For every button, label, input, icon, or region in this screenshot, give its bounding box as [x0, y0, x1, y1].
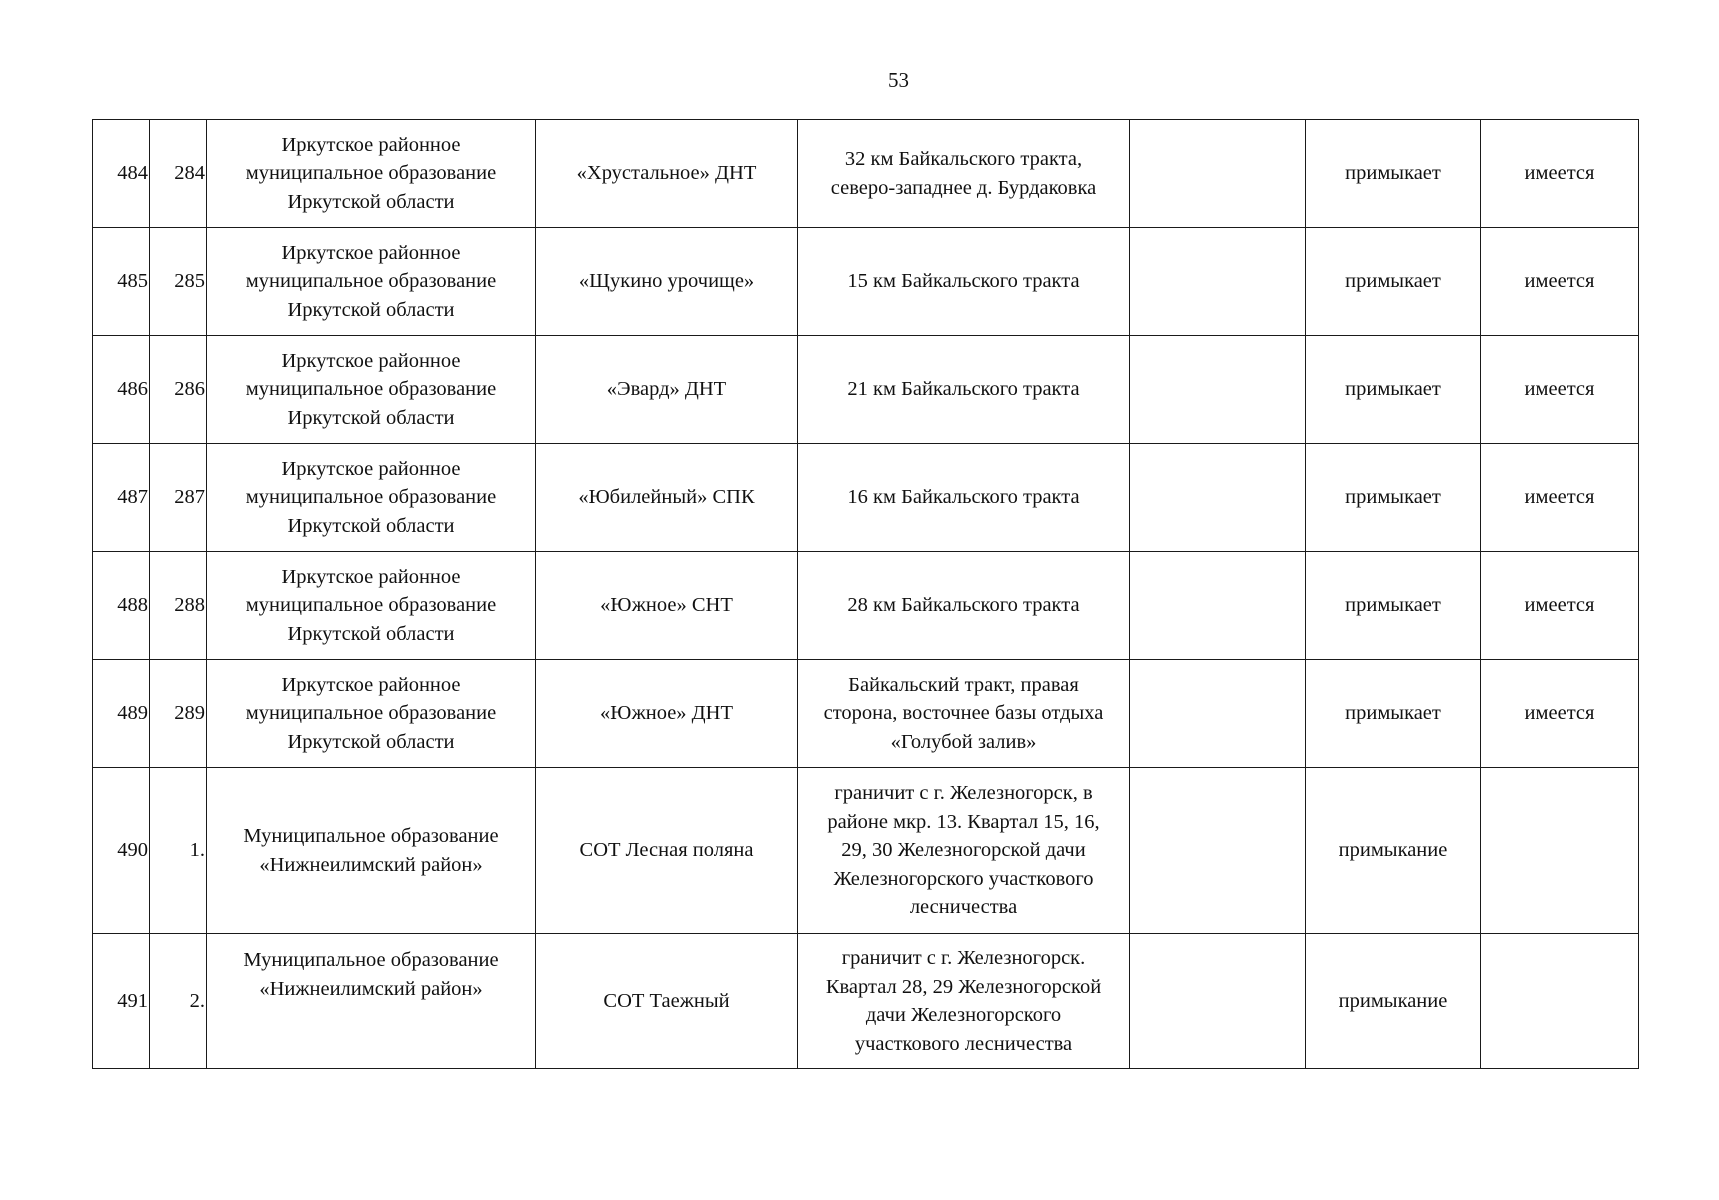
name-cell: «Щукино урочище»: [536, 228, 798, 336]
sub-number-cell: 1.: [150, 768, 207, 934]
location-cell: 15 км Байкальского тракта: [798, 228, 1130, 336]
adjacency-cell: примыкает: [1306, 660, 1481, 768]
availability-cell: имеется: [1481, 120, 1639, 228]
name-cell: «Южное» СНТ: [536, 552, 798, 660]
table-row: [93, 228, 1639, 336]
location-cell: граничит с г. Железногорск, в районе мкр. 13. Квартал 15, 16, 29, 30 Железногорской дачи Железногорского участкового лесничества: [798, 768, 1130, 934]
table-row: [93, 660, 1639, 768]
table-row: [93, 552, 1639, 660]
row-number-cell: 490: [93, 768, 150, 934]
row-number-cell: 487: [93, 444, 150, 552]
location-cell: Байкальский тракт, правая сторона, восточнее базы отдыха «Голубой залив»: [798, 660, 1130, 768]
table-row: [93, 768, 1639, 934]
row-number-cell: 484: [93, 120, 150, 228]
availability-cell: имеется: [1481, 228, 1639, 336]
availability-cell: имеется: [1481, 444, 1639, 552]
municipality-cell: Иркутское районное муниципальное образование Иркутской области: [207, 336, 536, 444]
location-cell: 28 км Байкальского тракта: [798, 552, 1130, 660]
empty-cell: [1130, 120, 1306, 228]
table-row: [93, 444, 1639, 552]
row-number-cell: 486: [93, 336, 150, 444]
empty-cell: [1130, 336, 1306, 444]
name-cell: «Южное» ДНТ: [536, 660, 798, 768]
row-number-cell: 488: [93, 552, 150, 660]
municipality-cell: Муниципальное образование «Нижнеилимский район»: [207, 934, 536, 1069]
location-cell: граничит с г. Железногорск. Квартал 28, 29 Железногорской дачи Железногорского участкового лесничества: [798, 934, 1130, 1069]
municipality-cell: Иркутское районное муниципальное образование Иркутской области: [207, 660, 536, 768]
sub-number-cell: 286: [150, 336, 207, 444]
name-cell: «Хрустальное» ДНТ: [536, 120, 798, 228]
adjacency-cell: примыкает: [1306, 336, 1481, 444]
table-row: [93, 934, 1639, 1069]
adjacency-cell: примыкает: [1306, 120, 1481, 228]
sub-number-cell: 2.: [150, 934, 207, 1069]
name-cell: СОТ Таежный: [536, 934, 798, 1069]
table-row: [93, 120, 1639, 228]
availability-cell: [1481, 934, 1639, 1069]
row-number-cell: 489: [93, 660, 150, 768]
municipality-cell: Иркутское районное муниципальное образование Иркутской области: [207, 444, 536, 552]
page-number: 53: [888, 68, 909, 92]
municipality-cell: Иркутское районное муниципальное образование Иркутской области: [207, 228, 536, 336]
adjacency-cell: примыкает: [1306, 444, 1481, 552]
availability-cell: имеется: [1481, 552, 1639, 660]
row-number-cell: 485: [93, 228, 150, 336]
table-row: [93, 336, 1639, 444]
empty-cell: [1130, 660, 1306, 768]
name-cell: СОТ Лесная поляна: [536, 768, 798, 934]
sub-number-cell: 285: [150, 228, 207, 336]
adjacency-cell: примыкание: [1306, 768, 1481, 934]
name-cell: «Юбилейный» СПК: [536, 444, 798, 552]
empty-cell: [1130, 934, 1306, 1069]
adjacency-cell: примыкание: [1306, 934, 1481, 1069]
municipality-cell: Иркутское районное муниципальное образование Иркутской области: [207, 552, 536, 660]
adjacency-cell: примыкает: [1306, 552, 1481, 660]
availability-cell: [1481, 768, 1639, 934]
name-cell: «Эвард» ДНТ: [536, 336, 798, 444]
empty-cell: [1130, 552, 1306, 660]
empty-cell: [1130, 228, 1306, 336]
empty-cell: [1130, 768, 1306, 934]
location-cell: 16 км Байкальского тракта: [798, 444, 1130, 552]
sub-number-cell: 288: [150, 552, 207, 660]
sub-number-cell: 289: [150, 660, 207, 768]
sub-number-cell: 287: [150, 444, 207, 552]
availability-cell: имеется: [1481, 660, 1639, 768]
sub-number-cell: 284: [150, 120, 207, 228]
data-table: [92, 119, 1639, 1069]
location-cell: 32 км Байкальского тракта, северо-западнее д. Бурдаковка: [798, 120, 1130, 228]
adjacency-cell: примыкает: [1306, 228, 1481, 336]
row-number-cell: 491: [93, 934, 150, 1069]
empty-cell: [1130, 444, 1306, 552]
location-cell: 21 км Байкальского тракта: [798, 336, 1130, 444]
availability-cell: имеется: [1481, 336, 1639, 444]
municipality-cell: Иркутское районное муниципальное образование Иркутской области: [207, 120, 536, 228]
municipality-cell: Муниципальное образование «Нижнеилимский район»: [207, 768, 536, 934]
